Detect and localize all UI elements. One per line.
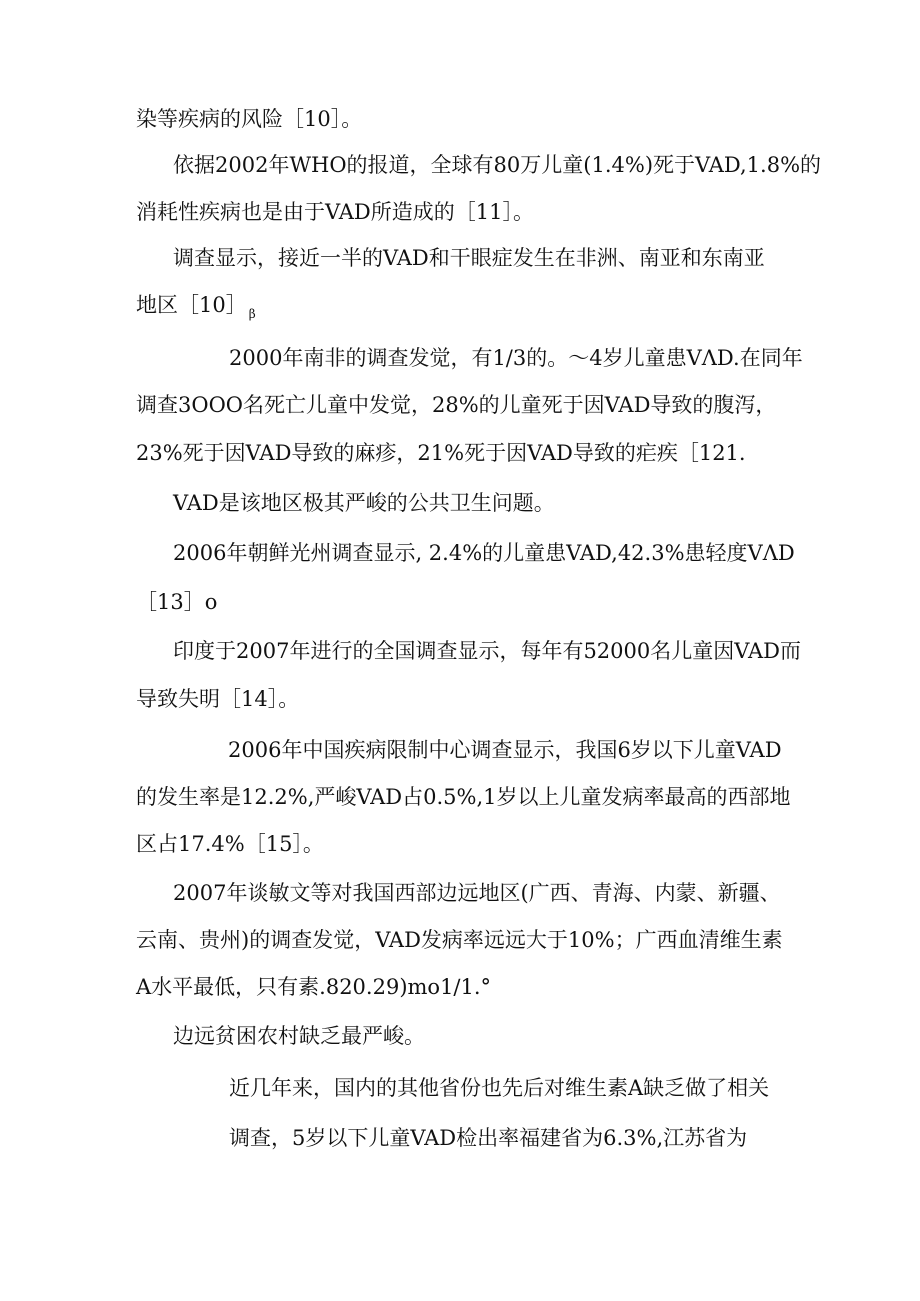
subscript-mark: β — [248, 307, 256, 321]
text-line: 云南、贵州)的调查发觉，VAD发病率远远大于10%；广西血清维生素 — [136, 928, 783, 952]
text-line: 2006年中国疾病限制中心调查显示，我国6岁以下儿童VAD — [228, 738, 782, 762]
text-line — [136, 290, 256, 323]
text-line: 2006年朝鲜光州调查显示, 2.4%的儿童患VAD,42.3%患轻度VΛD — [173, 541, 795, 565]
text-line: 区占17.4%［15］。 — [136, 832, 324, 856]
text-fragment: 地区［10］ — [136, 293, 247, 317]
text-line: 2007年谈敏文等对我国西部边远地区(广西、青海、内蒙、新疆、 — [173, 881, 781, 905]
text-line: 印度于2007年进行的全国调查显示，每年有52000名儿童因VAD而 — [173, 639, 801, 663]
text-line: 23%死于因VAD导致的麻疹，21%死于因VAD导致的疟疾［121. — [136, 441, 746, 465]
text-line: 消耗性疾病也是由于VAD所造成的［11］。 — [136, 200, 534, 224]
text-line: 导致失明［14］。 — [136, 687, 300, 711]
text-line: ［13］o — [136, 590, 218, 614]
text-line: 的发生率是12.2%,严峻VAD占0.5%,1岁以上儿童发病率最高的西部地 — [136, 785, 791, 809]
text-line: 依据2002年WHO的报道，全球有80万儿童(1.4%)死于VAD,1.8%的 — [173, 153, 822, 177]
text-line: VAD是该地区极其严峻的公共卫生问题。 — [173, 491, 555, 515]
text-line: 调查显示，接近一半的VAD和干眼症发生在非洲、南亚和东南亚 — [173, 246, 765, 270]
text-line: 染等疾病的风险［10］。 — [136, 107, 363, 131]
text-line: 调查3OOO名死亡儿童中发觉，28%的儿童死于因VAD导致的腹泻， — [136, 393, 777, 417]
text-line: 2000年南非的调查发觉，有1/3的。～4岁儿童患VΛD.在同年 — [229, 346, 803, 370]
text-line: A水平最低，只有素.820.29)mo1∕1.° — [136, 975, 492, 999]
text-line: 边远贫困农村缺乏最严峻。 — [173, 1024, 425, 1048]
text-line: 近几年来，国内的其他省份也先后对维生素A缺乏做了相关 — [229, 1076, 770, 1100]
text-line: 调查，5岁以下儿童VAD检出率福建省为6.3%,江苏省为 — [229, 1126, 748, 1150]
